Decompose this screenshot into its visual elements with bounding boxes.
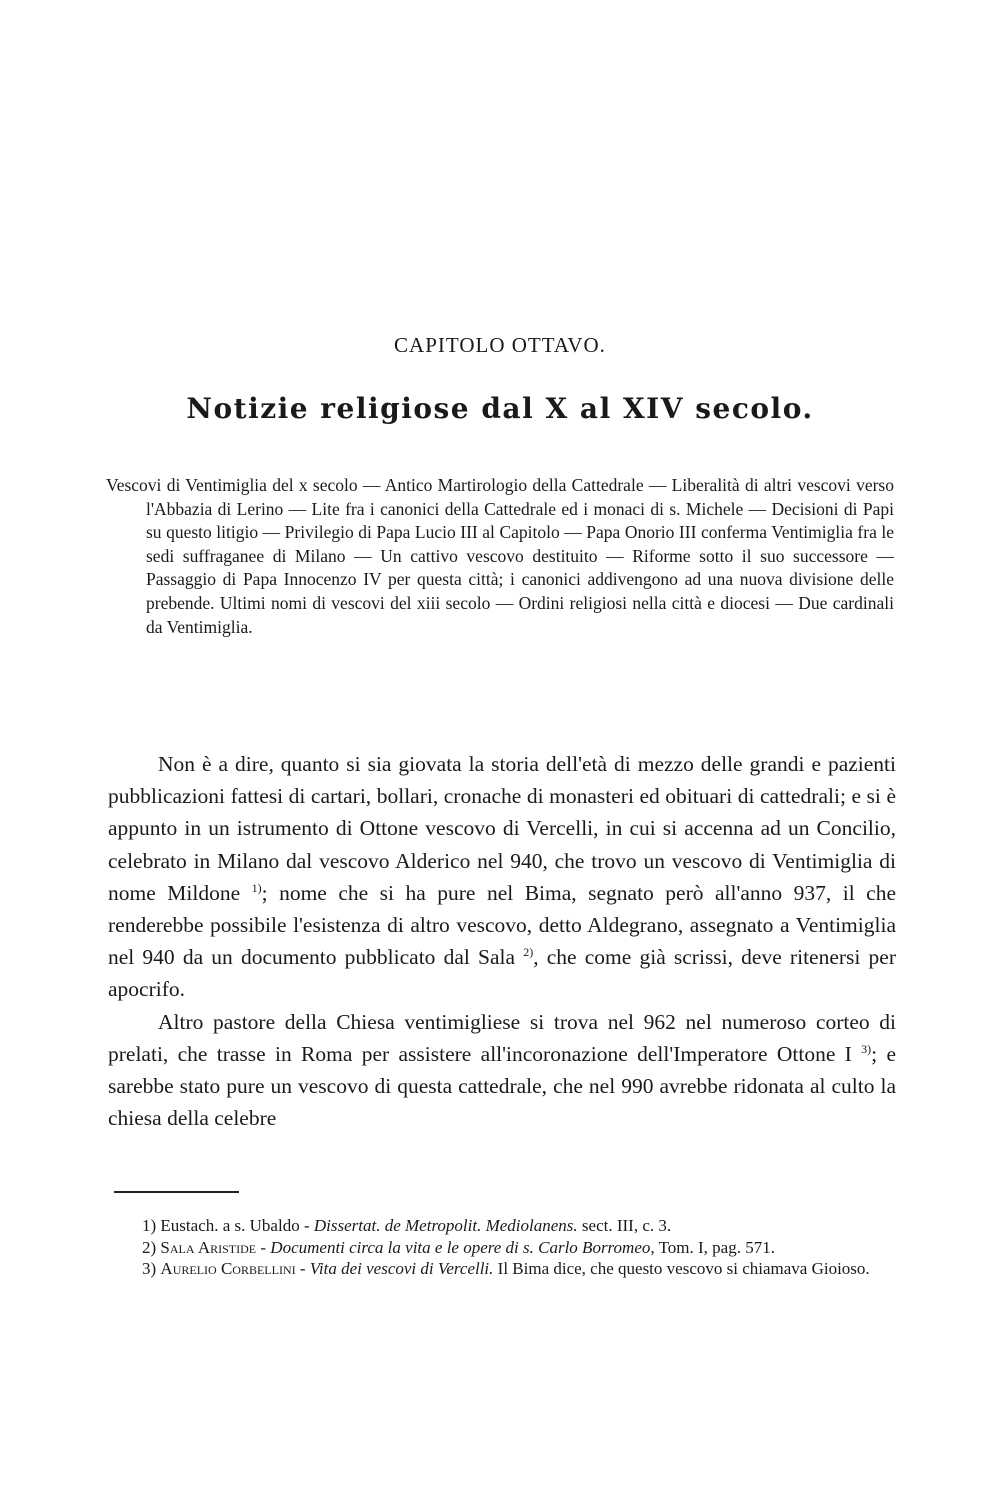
chapter-title: Notizie religiose dal X al XIV secolo.: [186, 392, 814, 425]
paragraph-1: [108, 748, 896, 1006]
footnote-1-author: Eustach. a s. Ubaldo: [160, 1216, 300, 1235]
footnote-1-work: Dissertat. de Metropolit. Mediolanens.: [313, 1216, 578, 1235]
paragraph-1-part-1: Non è a dire, quanto si sia giovata la storia dell'età di mezzo delle grandi e pazienti pubblicazioni fattesi di cartari, bollari, cronache di monasteri ed obituari di cattedrali; e si è appunto in un istrumento di Ottone vescovo di Vercelli, in cui si accenna ad un Concilio, celebrato in Milano dal vescovo Alderico nel 940, che trovo un vescovo di Ventimiglia di nome Mildone: [108, 752, 896, 905]
main-text: [108, 748, 896, 1134]
footnote-2-sep: -: [256, 1237, 271, 1257]
footnote-ref-1: 1): [251, 880, 262, 895]
footnote-1-number: 1): [142, 1216, 157, 1235]
summary-text: Vescovi di Ventimiglia del x secolo — Antico Martirologio della Cattedrale — Liberalità di altri vescovi verso l'Abbazia di Lerino — Lite fra i canonici della Cattedrale ed i monaci di s. Michele — Decisioni di Papi su questo litigio — Privilegio di Papa Lucio III al Capitolo — Papa Onorio III conferma Ventimiglia fra le sedi suffraganee di Milano — Un cattivo vescovo destituito — Riforme sotto il suo successore — Passaggio di Papa Innocenzo IV per questa città; i canonici addivengono ad una nuova divisione delle prebende. Ultimi nomi di vescovi del xiii secolo — Ordini religiosi nella città e diocesi — Due cardinali da Ventimiglia.: [106, 475, 894, 637]
footnote-3: [108, 1258, 903, 1280]
footnote-divider: [114, 1191, 239, 1193]
footnote-ref-2: 2): [523, 945, 534, 960]
footnote-2: [108, 1237, 903, 1259]
chapter-summary: [106, 474, 894, 639]
footnote-1-rest: sect. III, c. 3.: [577, 1216, 672, 1235]
footnote-1-sep: -: [299, 1216, 314, 1235]
paragraph-1-part-3: , che come già scrissi, deve ritenersi per apocrifo.: [108, 945, 896, 1002]
footnote-2-work: Documenti circa la vita e le opere di s. Carlo Borromeo,: [270, 1237, 655, 1257]
paragraph-2: [108, 1006, 896, 1135]
paragraph-2-part-2: ; e sarebbe stato pure un vescovo di questa cattedrale, che nel 990 avrebbe ridonata al culto la chiesa della celebre: [108, 1041, 897, 1131]
footnote-1: [108, 1215, 903, 1237]
paragraph-1-part-2: ; nome che si ha pure nel Bima, segnato però all'anno 937, il che renderebbe possibile l'esistenza di altro vescovo, detto Aldegrano, assegnato a Ventimiglia nel 940 da un documento pubblicato dal Sala: [108, 880, 897, 970]
footnote-2-number: 2): [142, 1237, 157, 1257]
footnote-3-sep: -: [295, 1259, 310, 1278]
footnote-2-author: Sala Aristide: [160, 1237, 257, 1257]
footnote-3-rest: Il Bima dice, che questo vescovo si chiamava Gioioso.: [493, 1259, 870, 1278]
footnote-3-number: 3): [142, 1259, 157, 1278]
chapter-heading: CAPITOLO OTTAVO.: [394, 333, 606, 357]
paragraph-2-part-1: Altro pastore della Chiesa ventimigliese si trova nel 962 nel numeroso corteo di prelati, che trasse in Roma per assistere all'incoronazione dell'Imperatore Ottone I: [108, 1009, 896, 1066]
footnotes: [108, 1215, 903, 1280]
footnote-2-rest: Tom. I, pag. 571.: [654, 1237, 775, 1257]
footnote-3-author: Aurelio Corbellini: [160, 1259, 296, 1278]
footnote-3-work: Vita dei vescovi di Vercelli.: [309, 1259, 494, 1278]
footnote-ref-3: 3): [861, 1041, 872, 1056]
